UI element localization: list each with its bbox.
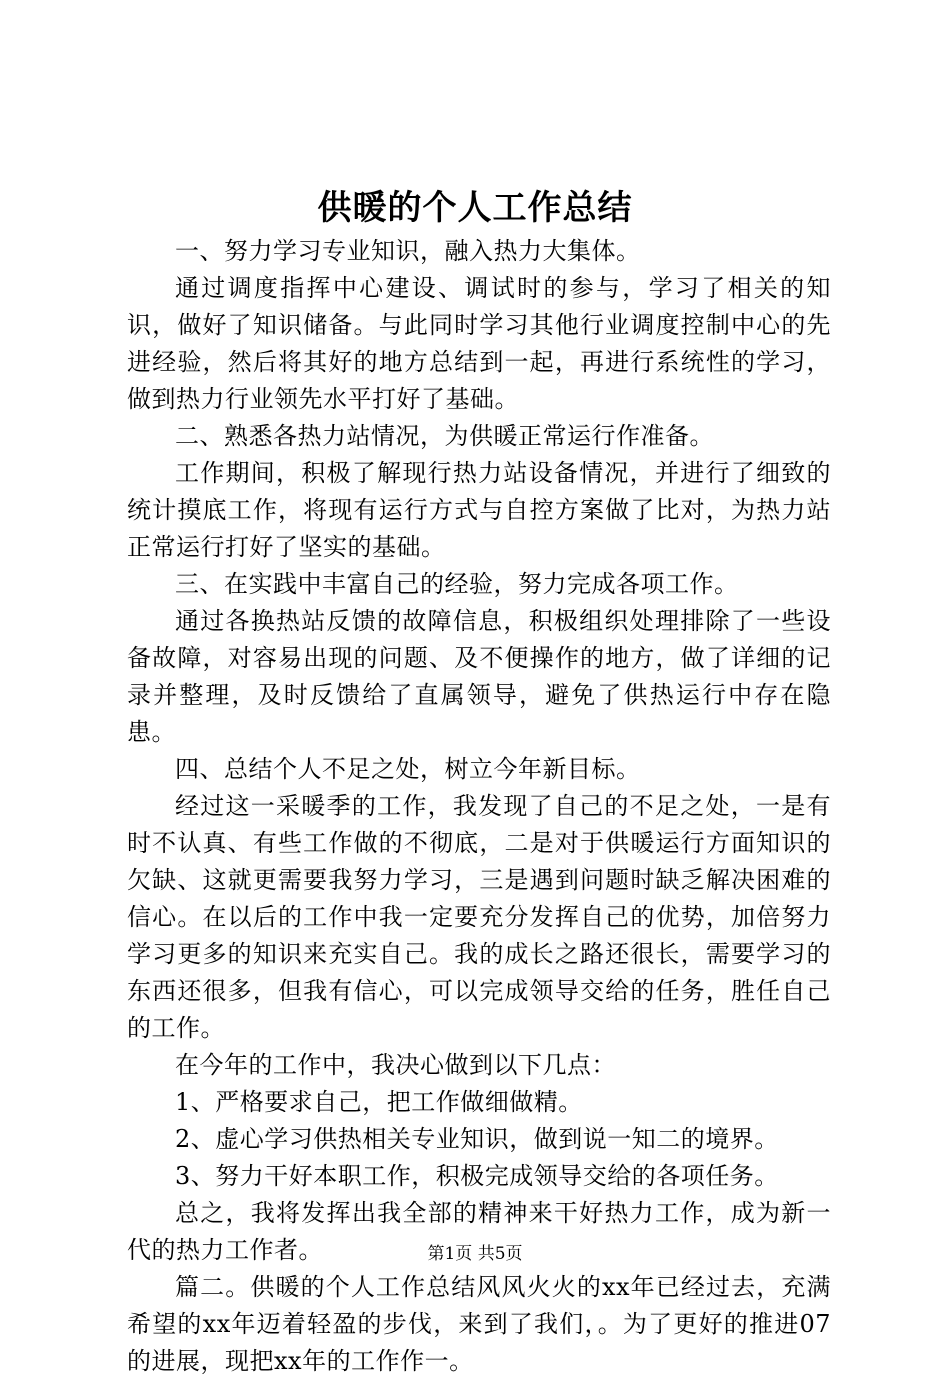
paragraph-section-4-heading: 四、总结个人不足之处，树立今年新目标。 [175, 755, 641, 783]
paragraph-section-1-body: 通过调度指挥中心建设、调试时的参与，学习了相关的知识，做好了知识储备。与此同时学习其他行业调度控制中心的先进经验，然后将其好的地方总结到一起，再进行系统性的学习，做到热力行业领先水平打好了基础。 [127, 274, 831, 413]
list-item-resolution-2: 2、虚心学习供热相关专业知识，做到说一知二的境界。 [175, 1125, 779, 1153]
paragraph-section-3-body: 通过各换热站反馈的故障信息，积极组织处理排除了一些设备故障，对容易出现的问题、及不便操作的地方，做了详细的记录并整理，及时反馈给了直属领导，避免了供热运行中存在隐患。 [127, 607, 831, 746]
paragraph-resolution-intro: 在今年的工作中，我决心做到以下几点： [175, 1051, 616, 1079]
paragraph-section-2-heading: 二、熟悉各热力站情况，为供暖正常运行作准备。 [175, 422, 714, 450]
paragraph-conclusion: 总之，我将发挥出我全部的精神来干好热力工作，成为新一代的热力工作者。 [127, 1199, 831, 1264]
paragraph-part-two: 篇二。供暖的个人工作总结风风火火的xx年已经过去，充满希望的xx年迈着轻盈的步伐，来到了我们，。为了更好的推进07的进展，现把xx年的工作作一。 [127, 1273, 831, 1375]
paragraph-section-2-body: 工作期间，积极了解现行热力站设备情况，并进行了细致的统计摸底工作，将现有运行方式与自控方案做了比对，为热力站正常运行打好了坚实的基础。 [127, 459, 831, 561]
paragraph-section-3-heading: 三、在实践中丰富自己的经验，努力完成各项工作。 [175, 570, 739, 598]
page-indicator: 第1页 共5页 [427, 1244, 523, 1264]
list-item-resolution-3: 3、努力干好本职工作，积极完成领导交给的各项任务。 [175, 1162, 779, 1190]
list-item-resolution-1: 1、严格要求自己，把工作做细做精。 [175, 1088, 583, 1116]
document-title: 供暖的个人工作总结 [317, 188, 633, 228]
paragraph-section-1-heading: 一、努力学习专业知识，融入热力大集体。 [175, 237, 641, 265]
paragraph-section-4-body: 经过这一采暖季的工作，我发现了自己的不足之处，一是有时不认真、有些工作做的不彻底，二是对于供暖运行方面知识的欠缺、这就更需要我努力学习，三是遇到问题时缺乏解决困难的信心。在以后的工作中我一定要充分发挥自己的优势，加倍努力学习更多的知识来充实自己。我的成长之路还很长，需要学习的东西还很多，但我有信心，可以完成领导交给的任务，胜任自己的工作。 [127, 792, 831, 1042]
document-body [127, 233, 831, 1380]
